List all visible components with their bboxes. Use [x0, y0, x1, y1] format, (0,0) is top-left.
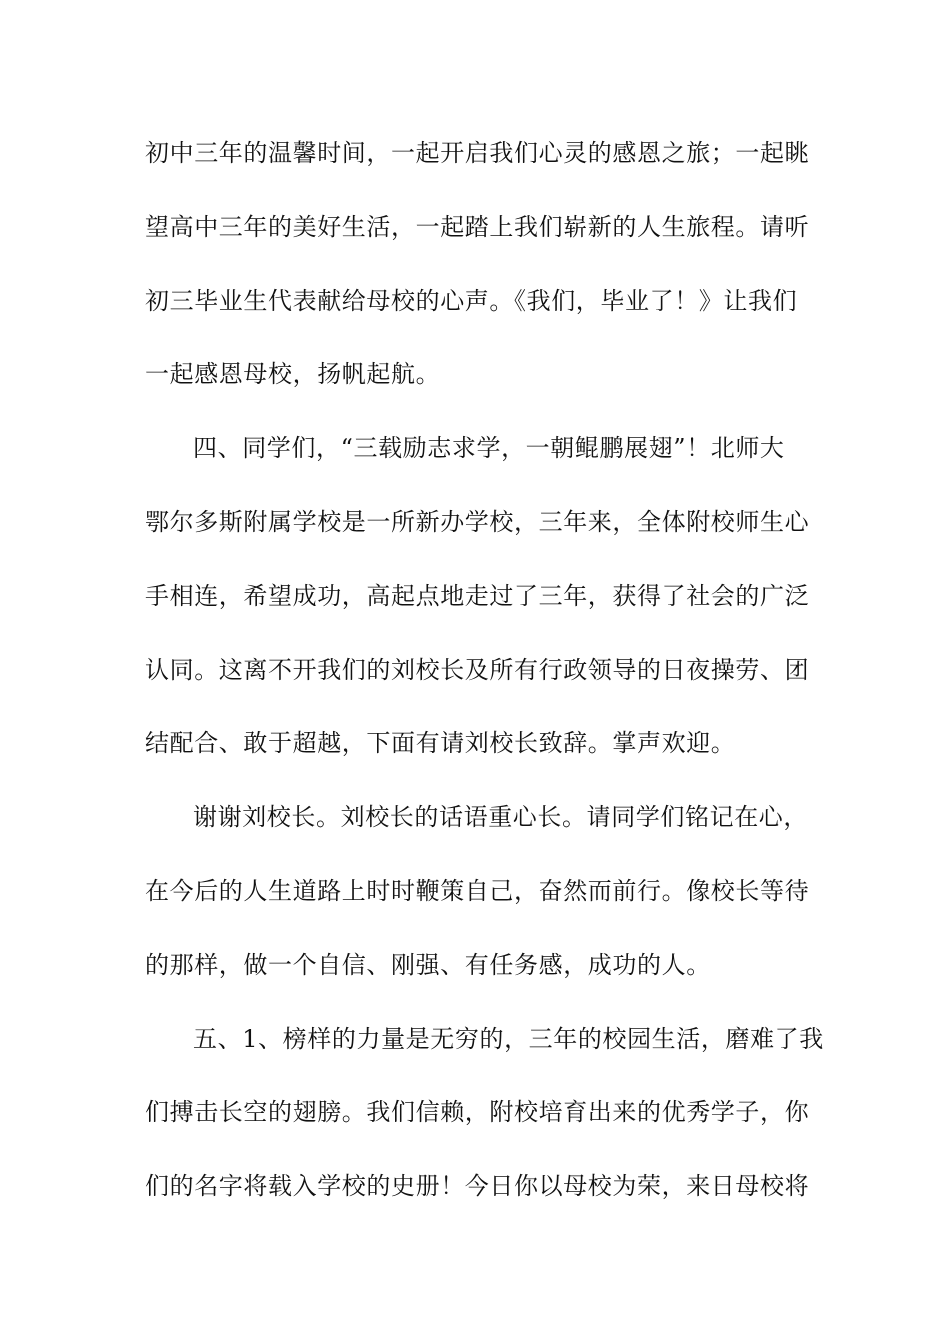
text-line: 谢谢刘校长。刘校长的话语重心长。请同学们铭记在心， — [193, 803, 808, 832]
paragraph-1 — [145, 124, 811, 419]
text-line: 四、同学们，“三载励志求学，一朝鲲鹏展翅”！北师大 — [193, 434, 785, 463]
text-line: 在今后的人生道路上时时鞭策自己，奋然而前行。像校长等待 — [145, 876, 810, 905]
text-line: 一起感恩母校，扬帆起航。 — [145, 360, 441, 389]
text-line: 初中三年的温馨时间，一起开启我们心灵的感恩之旅；一起眺 — [145, 139, 810, 167]
paragraph-2 — [145, 419, 811, 788]
text-line: 的那样，做一个自信、刚强、有任务感，成功的人。 — [145, 950, 711, 979]
text-line: 们搏击长空的翅膀。我们信赖，附校培育出来的优秀学子，你 — [145, 1098, 810, 1127]
text-line: 鄂尔多斯附属学校是一所新办学校，三年来，全体附校师生心 — [145, 507, 810, 536]
text-line: 初三毕业生代表献给母校的心声。《我们，毕业了！》让我们 — [145, 286, 798, 315]
text-line: 结配合、敢于超越，下面有请刘校长致辞。掌声欢迎。 — [145, 729, 736, 758]
text-line: 们的名字将载入学校的史册！今日你以母校为荣，来日母校将 — [145, 1172, 810, 1201]
paragraph-3 — [145, 788, 811, 1009]
text-line: 认同。这离不开我们的刘校长及所有行政领导的日夜操劳、团 — [145, 655, 810, 684]
text-line: 望高中三年的美好生活，一起踏上我们崭新的人生旅程。请听 — [145, 212, 810, 241]
text-line: 五、1、榜样的力量是无穷的，三年的校园生活，磨难了我 — [193, 1024, 824, 1053]
document-body — [145, 124, 824, 1231]
paragraph-4 — [145, 1010, 824, 1231]
text-line: 手相连，希望成功，高起点地走过了三年，获得了社会的广泛 — [145, 581, 810, 610]
